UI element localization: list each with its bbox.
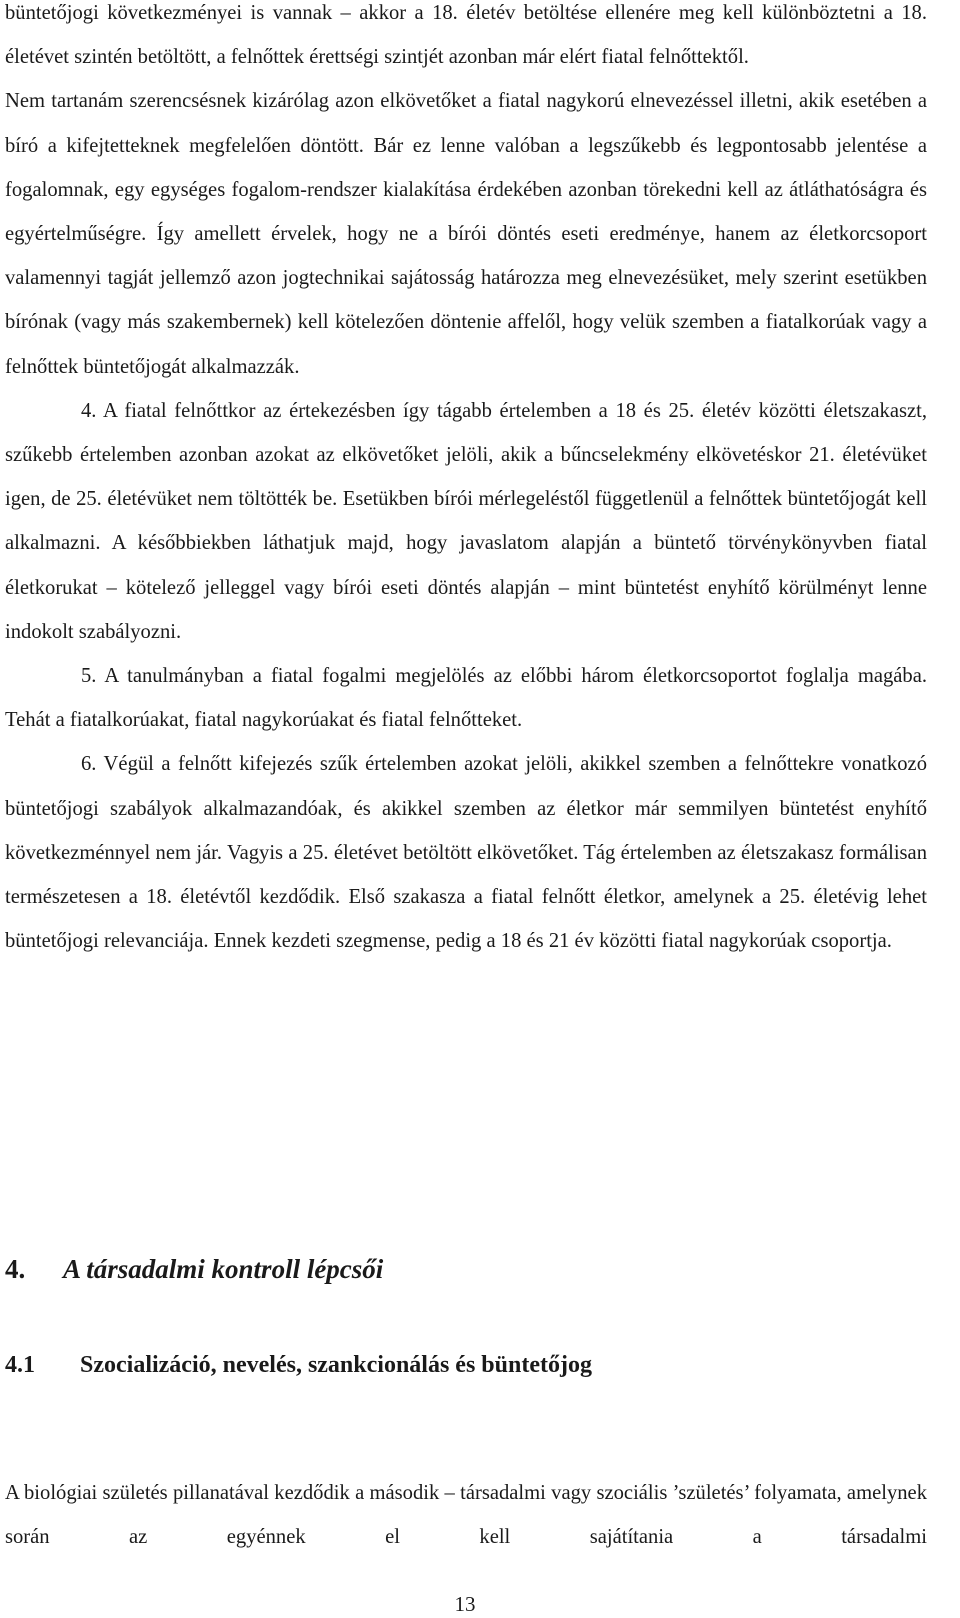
- paragraph-5: 6. Végül a felnőtt kifejezés szűk értelemben azokat jelöli, akikkel szemben a felnőttekre vonatkozó büntetőjogi szabályok alkalmazandóak, és akikkel szemben az életkor már semmilyen büntetést enyhítő következménnyel nem jár. Vagyis a 25. életévet betöltött elkövetőket. Tág értelemben az életszakasz formálisan természetesen a 18. életévtől kezdődik. Első szakasza a fiatal felnőtt életkor, amelynek a 25. életévig lehet büntetőjogi relevanciája. Ennek kezdeti szegmense, pedig a 18 és 21 év közötti fiatal nagykorúak csoportja.: [5, 753, 927, 953]
- paragraph-4: 5. A tanulmányban a fiatal fogalmi megjelölés az előbbi három életkorcsoportot foglalja magába. Tehát a fiatalkorúakat, fiatal nagykorúakat és fiatal felnőtteket.: [5, 665, 927, 732]
- section-number: 4.: [5, 1254, 26, 1284]
- paragraph-3: 4. A fiatal felnőttkor az értekezésben így tágabb értelemben a 18 és 25. életév közötti életszakaszt, szűkebb értelemben azonban azokat az elkövetőket jelöli, akik a bűncselekmény elkövetéskor 21. életévüket igen, de 25. életévüket nem töltötték be. Esetükben bírói mérlegeléstől függetlenül a felnőttek büntetőjogát kell alkalmazni. A későbbiekben láthatjuk majd, hogy javaslatom alapján a büntető törvénykönyvben fiatal életkorukat – kötelező jelleggel vagy bírói eseti döntés alapján – mint büntetést enyhítő körülményt lenne indokolt szabályozni.: [5, 399, 927, 643]
- page-number: 13: [454, 1592, 476, 1616]
- subsection-title: Szocializáció, nevelés, szankcionálás és büntetőjog: [80, 1352, 592, 1378]
- section-heading: [5, 1254, 383, 1285]
- paragraph-1: büntetőjogi következményei is vannak – akkor a 18. életév betöltése ellenére meg kell különböztetni a 18. életévet szintén betöltött, a felnőttek érettségi szintjét azonban már elért fiatal felnőttektől.: [5, 2, 927, 69]
- closing-paragraph: A biológiai születés pillanatával kezdődik a második – társadalmi vagy szociális ’születés’ folyamata, amelynek során az egyénnek el kell sajátítania a társadalmi: [5, 1481, 927, 1549]
- subsection-number: 4.1: [5, 1352, 35, 1378]
- paragraph-2: Nem tartanám szerencsésnek kizárólag azon elkövetőket a fiatal nagykorú elnevezéssel illetni, akik esetében a bíró a kifejtetteknek megfelelően döntött. Bár ez lenne valóban a legszűkebb és legpontosabb jelentése a fogalomnak, egy egységes fogalom-rendszer kialakítása érdekében azonban törekedni kell az átláthatóságra és egyértelműségre. Így amellett érvelek, hogy ne a bírói döntés eseti eredménye, hanem az életkorcsoport valamennyi tagját jellemző azon jogtechnikai sajátosság határozza meg elnevezésüket, mely szerint esetükben bírónak (vagy más szakembernek) kell kötelezően döntenie affelől, hogy velük szemben a fiatalkorúak vagy a felnőttek büntetőjogát alkalmazzák.: [5, 90, 927, 378]
- subsection-heading: [5, 1352, 592, 1379]
- body-text: [5, 0, 927, 963]
- section-title: A társadalmi kontroll lépcsői: [63, 1254, 384, 1284]
